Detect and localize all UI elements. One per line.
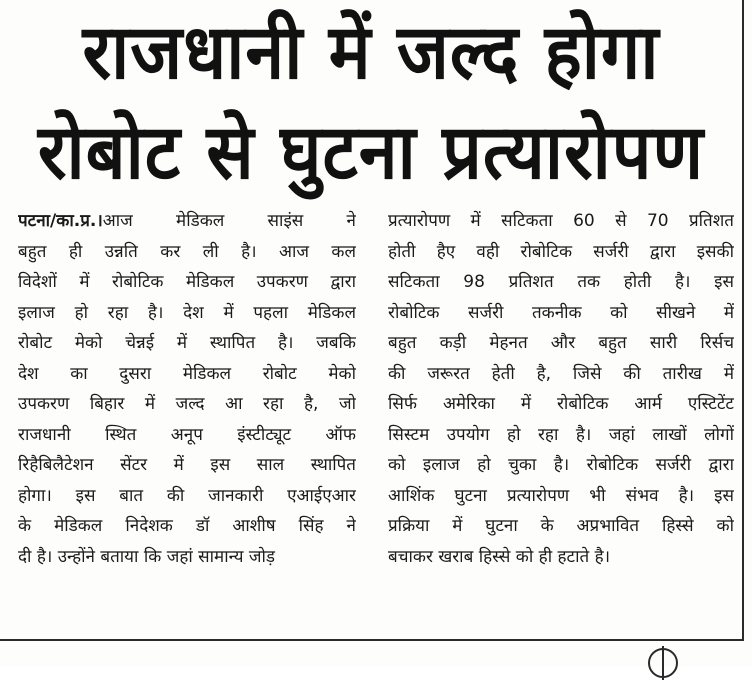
headline-line-2: रोबोट से घुटना प्रत्यारोपण xyxy=(37,107,705,197)
column-line: दी है। उन्होंने बताया कि जहां सामान्य जोड़ xyxy=(18,546,276,567)
column-line: होगा। इस बात की जानकारी एआईएआर xyxy=(18,485,356,506)
column-line: उपकरण बिहार में जल्द आ रहा है, जो xyxy=(18,394,356,414)
registration-mark-icon xyxy=(648,648,678,678)
column-line: बचाकर खराब हिस्से को ही हटाते है। xyxy=(388,546,611,567)
column-line-text: आज मेडिकल साइंस ने xyxy=(102,211,356,231)
column-line: को इलाज हो चुका है। रोबोटिक सर्जरी द्वारा xyxy=(388,455,734,475)
column-line: इलाज हो रहा है। देश में पहला मेडिकल xyxy=(18,302,356,323)
column-line: सटिकता 98 प्रतिशत तक होती है। इस xyxy=(388,272,734,292)
column-line: सिर्फ अमेरिका में रोबोटिक आर्म एस्टिटेंट xyxy=(388,394,734,414)
column-line: सिस्टम उपयोग हो रहा है। जहां लाखों लोगों xyxy=(388,424,734,445)
column-line: विदेशों में रोबोटिक मेडिकल उपकरण द्वारा xyxy=(18,272,356,292)
column-line: प्रत्यारोपण में सटिकता 60 से 70 प्रतिशत xyxy=(388,211,734,231)
column-line xyxy=(18,206,356,237)
column-line: रिहैबिलैटेशन सेंटर में इस साल स्थापित xyxy=(18,455,356,475)
article-column-left xyxy=(18,206,356,572)
column-line: देश का दुसरा मेडिकल रोबोट मेको xyxy=(18,363,356,384)
column-rule-bottom xyxy=(0,639,744,641)
column-line: होती हैए वही रोबोटिक सर्जरी द्वारा इसकी xyxy=(388,241,734,262)
column-line: आशिंक घुटना प्रत्यारोपण भी संभव है। इस xyxy=(388,485,734,506)
column-rule-right xyxy=(742,0,744,640)
column-line: प्रक्रिया में घुटना के अप्रभावित हिस्से को xyxy=(388,516,734,536)
article-column-right xyxy=(388,206,734,572)
column-line: रोबोटिक सर्जरी तकनीक को सीखने में xyxy=(388,302,734,323)
column-line: की जरूरत हेती है, जिसे की तारीख में xyxy=(388,363,734,384)
column-line: बहुत कड़ी मेहनत और बहुत सारी रिर्सच xyxy=(388,333,734,353)
column-line: बहुत ही उन्नति कर ली है। आज कल xyxy=(18,241,356,262)
column-line: रोबोट मेको चेन्नई में स्थापित है। जबकि xyxy=(18,333,356,353)
column-line: के मेडिकल निदेशक डॉ आशीष सिंह ने xyxy=(18,516,356,536)
dateline: पटना/का.प्र.। xyxy=(18,211,103,231)
headline-line-1: राजधानी में जल्द होगा xyxy=(82,7,660,97)
column-line: राजधानी स्थित अनूप इंस्टीट्यूट ऑफ xyxy=(18,424,356,445)
